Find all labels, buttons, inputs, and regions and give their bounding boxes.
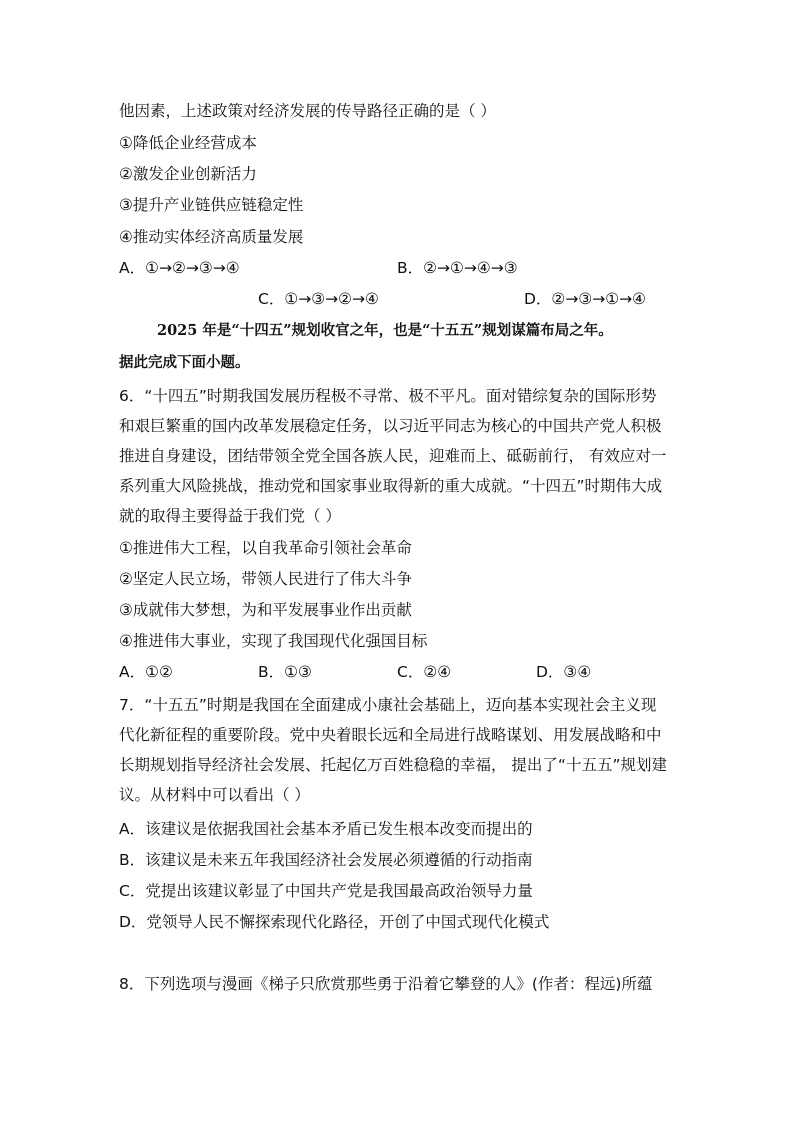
q5-item-4: ④推动实体经济高质量发展 (119, 228, 304, 246)
q6-line-5: 就的取得主要得益于我们党（ ） (119, 507, 341, 525)
q6-item-4: ④推进伟大事业，实现了我国现代化强国目标 (119, 632, 428, 650)
q6-line-1: 6．“十四五”时期我国发展历程极不寻常、极不平凡。面对错综复杂的国际形势 (119, 387, 657, 405)
q5-item-2: ②激发企业创新活力 (119, 165, 257, 183)
q7-line-4: 议。从材料中可以看出（ ） (119, 786, 310, 804)
q5-option-d: D．②→③→①→④ (524, 290, 646, 308)
q5-stem-tail: 他因素，上述政策对经济发展的传导路径正确的是（ ） (119, 102, 496, 120)
q5-option-b: B．②→①→④→③ (397, 259, 518, 277)
q7-line-1: 7．“十五五”时期是我国在全面建成小康社会基础上，迈向基本实现社会主义现 (119, 696, 657, 714)
q6-option-b: B．①③ (258, 663, 312, 681)
q7-option-b: B．该建议是未来五年我国经济社会发展必须遵循的行动指南 (119, 851, 533, 869)
material-line-1: 2025 年是“十四五”规划收官之年，也是“十五五”规划谋篇布局之年。 (157, 322, 613, 339)
material-line-2: 据此完成下面小题。 (119, 354, 250, 371)
q6-item-3: ③成就伟大梦想，为和平发展事业作出贡献 (119, 601, 412, 619)
q7-line-2: 代化新征程的重要阶段。党中央着眼长远和全局进行战略谋划、用发展战略和中 (119, 726, 662, 744)
q5-item-3: ③提升产业链供应链稳定性 (119, 196, 304, 214)
q6-line-3: 推进自身建设，团结带领全党全国各族人民，迎难而上、砥砺前行， 有效应对一 (119, 447, 667, 465)
q7-option-d: D．党领导人民不懈探索现代化路径，开创了中国式现代化模式 (119, 913, 550, 931)
q5-option-c: C．①→③→②→④ (258, 290, 379, 308)
q5-option-a: A．①→②→③→④ (119, 259, 240, 277)
q6-option-c: C．②④ (397, 663, 452, 681)
q6-item-1: ①推进伟大工程，以自我革命引领社会革命 (119, 539, 412, 557)
q6-line-4: 系列重大风险挑战，推动党和国家事业取得新的重大成就。“十四五”时期伟大成 (119, 477, 663, 495)
q5-item-1: ①降低企业经营成本 (119, 134, 257, 152)
q6-line-2: 和艰巨繁重的国内改革发展稳定任务，以习近平同志为核心的中国共产党人积极 (119, 417, 662, 435)
q7-option-a: A．该建议是依据我国社会基本矛盾已发生根本改变而提出的 (119, 820, 533, 838)
q7-option-c: C．党提出该建议彰显了中国共产党是我国最高政治领导力量 (119, 882, 533, 900)
q7-line-3: 长期规划指导经济社会发展、托起亿万百姓稳稳的幸福， 提出了“十五五”规划建 (119, 756, 667, 774)
q8-line-1: 8．下列选项与漫画《梯子只欣赏那些勇于沿着它攀登的人》(作者：程远)所蕴 (119, 975, 653, 993)
q6-option-a: A．①② (119, 663, 173, 681)
q6-option-d: D．③④ (536, 663, 592, 681)
q6-item-2: ②坚定人民立场，带领人民进行了伟大斗争 (119, 570, 412, 588)
